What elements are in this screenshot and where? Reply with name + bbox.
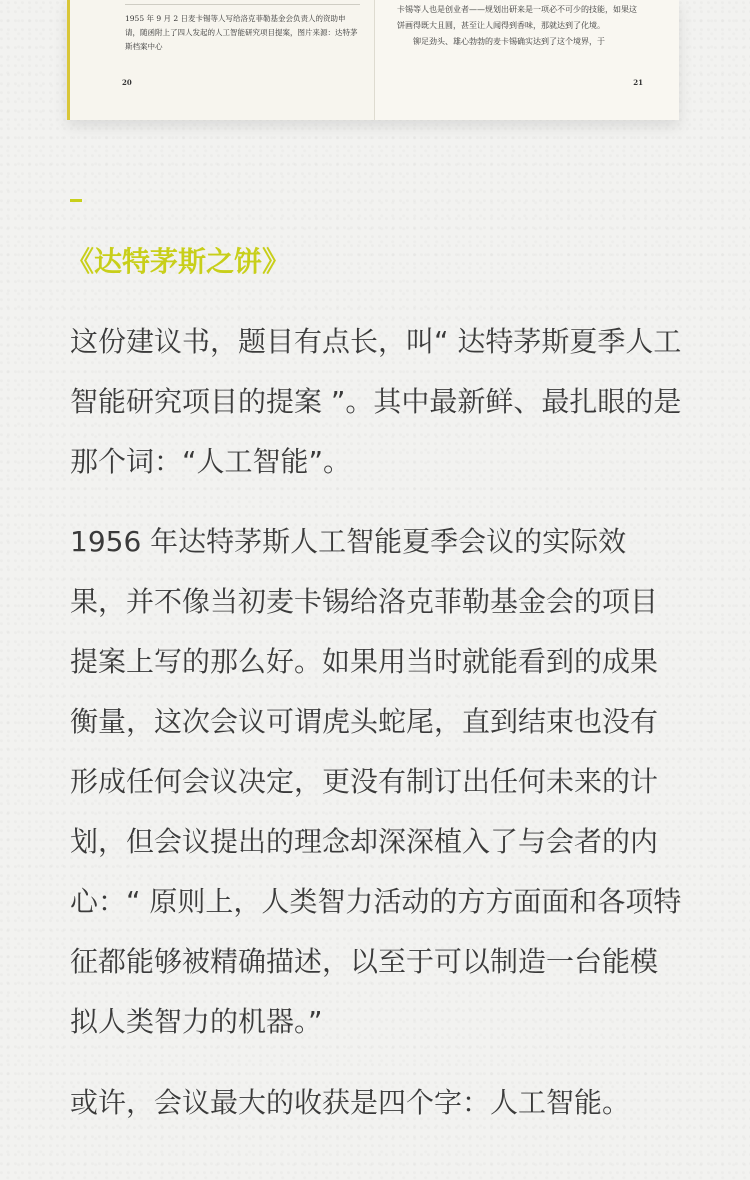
section-title: 《达特茅斯之饼》: [66, 245, 291, 278]
paragraph-proposal: 这份建议书，题目有点长，叫“ 达特茅斯夏季人工智能研究项目的提案 ”。其中最新鲜、最扎眼的是那个词：“人工智能”。: [70, 325, 682, 478]
right-page-number: 21: [633, 78, 643, 87]
book-left-page: [70, 0, 375, 120]
book-right-page: [375, 0, 679, 120]
accent-dash-divider: [70, 199, 82, 202]
paragraph-conclusion: 或许，会议最大的收获是四个字：人工智能。: [70, 1086, 631, 1119]
left-page-rule: [125, 4, 360, 5]
left-page-number: 20: [122, 78, 132, 87]
left-page-caption: 1955 年 9 月 2 日麦卡锡等人写给洛克菲勒基金会负责人的资助申请，随函附上了四人发起的人工智能研究项目提案，图片来源：达特茅斯档案中心: [125, 14, 358, 51]
right-page-text: [397, 2, 637, 50]
book-photo: [67, 0, 679, 120]
paragraph-conference: 1956 年达特茅斯人工智能夏季会议的实际效果，并不像当初麦卡锡给洛克菲勒基金会的项目提案上写的那么好。如果用当时就能看到的成果衡量，这次会议可谓虎头蛇尾，直到结束也没有形成任何会议决定，更没有制订出任何未来的计划，但会议提出的理念却深深植入了与会者的内心：“ 原则上，人类智力活动的方方面面和各项特征都能够被精确描述，以至于可以制造一台能模拟人类智力的机器。”: [70, 525, 682, 1038]
right-page-line-1: 卡锡等人也是创业者——规划出研来是一项必不可少的技能，如果这饼画得既大且圆，甚至让人闻得到香味，那就达到了化境。: [397, 5, 637, 30]
right-page-line-2: 铆足劲头、雄心勃勃的麦卡锡确实达到了这个境界，于: [413, 37, 605, 46]
